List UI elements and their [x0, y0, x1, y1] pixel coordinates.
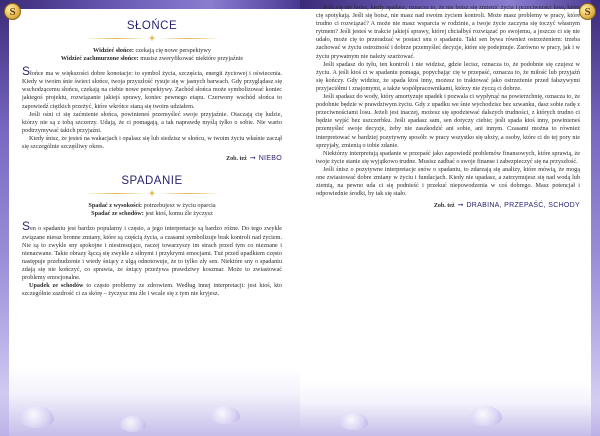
- lead-label: Spadać z wysokości:: [88, 202, 143, 210]
- section-title-slonce: SŁOŃCE: [126, 20, 178, 32]
- page-letter-badge: S: [4, 3, 21, 20]
- paragraph: Upadek ze schodów to często problemy ze zdrowiem. Według innej interpretacji: jest ktoś, kto szczególnie zazdrość ci za skórę – życzysz mu źle i wcale się z tym nie kryjesz.: [22, 282, 282, 298]
- drop-cap: S: [22, 219, 31, 234]
- title-divider: [22, 34, 282, 42]
- title-divider: [22, 189, 282, 197]
- see-also-label: Zob. też: [433, 203, 455, 210]
- lead-text: musisz zweryfikować niektóre przyjaźnie: [140, 54, 244, 62]
- lead-summary: [22, 202, 282, 217]
- flower-decoration: [340, 413, 368, 430]
- see-also-reference: DRABINA, PRZEPAŚĆ, SCHODY: [466, 202, 580, 210]
- section-title-spadanie: SPADANIE: [121, 175, 183, 188]
- right-page: [300, 0, 600, 436]
- see-also: [22, 154, 282, 163]
- paragraph: Jeśli spadasz do wody, który amortyzuje upadek i pozwala ci wypłynąć na powierzchnię, oznacza to, że podobnie będzie w prawdziwym życiu. Gdy z upadku we śnie wychodzisz bez szwanku, dasz sobie radę z przeciwnościami losu. Jeżeli jest inaczej, możesz się spodziewać dalszych trudności, z których trudno ci będzie wyjść bez uszczerbku. Jeśli spadasz sam, sen dotyczy ciebie; jeśli spada ktoś inny, powinieneś przemyśleć swoje decyzje, żeby nie zaszkodzić ani sobie, ani innym. Czasami można to również interpretować w bardziej pozytywny sposób: w pracy wszystko się ułoży, a osoby, które ci do tej pory nie sprzyjały, zmienią o tobie zdanie.: [316, 93, 580, 149]
- drop-cap: S: [22, 64, 31, 79]
- lead-label: Widzieć słońce:: [93, 47, 134, 54]
- lead-text: potrzebujesz w życiu oparcia: [143, 202, 216, 210]
- paragraph: Jeśli spadasz do tyłu, ten kontroli i nie widzisz, gdzie lecisz, oznacza to, że podobnie się czujesz w życiu. A jeśli ktoś ci w spadaniu pomaga, popychając cię w przepaść, oznacza to, że miłość lub przyjaźń się kończy. Gdy widzisz, że spada ktoś inny, możesz to traktować jako ostrzeżenie przed fałszywymi przyjaciółmi i znajomymi, a także współpracownikami, którzy nie życzą ci dobrze.: [316, 60, 580, 92]
- paragraph: Jeśli ośni ci się zaćmienie słońca, powinieneś przemyśleć swoje przyjaźnie. Otaczają cię ludzie, którzy nie są z tobą szczerzy. Udają, że ci pomagają, a tak naprawdę myślą tylko o sobie. Nie warto podtrzymywać takich przyjaźni.: [22, 110, 282, 134]
- see-also: [316, 201, 580, 210]
- flower-decoration: [120, 416, 146, 432]
- flower-decoration: [470, 406, 502, 426]
- star-ornament-icon: [149, 35, 156, 42]
- lead-label: Spadać ze schodów:: [91, 209, 144, 217]
- arrow-right-icon: ➞: [249, 154, 256, 163]
- page-letter-badge: S: [579, 3, 596, 20]
- side-border: [591, 0, 600, 436]
- flower-decoration: [20, 406, 54, 428]
- right-page-content: [316, 4, 580, 210]
- see-also-reference: NIEBO: [258, 155, 282, 163]
- lead-text: czekają cię nowe perspektywy: [135, 47, 211, 54]
- paragraph: Jeśli śnisz o pozytywne interpretacje snów o spadaniu, to zdarzają się analizy, które mówią, że mogą one zwiastować dobre zmiany w życiu i fundacjach. Kiedy nie upadasz, a zatrzymujesz się nad wodą lub ziemią, na pewno uda ci się podnieść i przekuć niepowodzenia w coś dobrego. Masz potencjał i odpowiednie środki, by tak się stało.: [316, 165, 580, 198]
- left-page-content: [22, 6, 282, 298]
- paragraph: Niektórzy interpretują spadanie w przepaść jako zapowiedź problemów finansowych, które sprawią, że twoje życie stanie się wyjątkowo trudne. Musisz zadbać o swoje finanse i zabezpieczyć się na przyszłość.: [316, 149, 580, 165]
- star-ornament-icon: [149, 190, 156, 197]
- lead-summary: [22, 47, 282, 62]
- see-also-label: Zob. też: [226, 156, 247, 163]
- flower-decoration: [210, 406, 240, 424]
- lead-text: jest ktoś, komu źle życzysz: [145, 209, 213, 217]
- arrow-right-icon: ➞: [457, 201, 464, 210]
- lead-label: Widzieć zachmurzone słońce:: [60, 54, 139, 62]
- paragraph: Jeśli się nie boisz, kiedy spadasz, oznacza to, że nie boisz się zmienić życia i przeciwności losu, które cię spotykają. Jeśli się boisz, nie masz nad swoim życiem kontroli. Może masz problemy w pracy, które trudno ci rozwiązać? A może nie masz wsparcia w rodzinie, a twoje życie zaczyna się toczyć własnym rytmem? Jeśli jesteś w trakcie jakiejś sprawy, której chciałbyś rozwiązać po swojemu, a jeszcze ci się nie udało, może cię to przeradzać w postaci snu o spadaniu. Taki sen bywa również ostrzeżeniem: trzeba zachować w życiu ostrożność i dobrze przemyśleć decyzje, które się podejmuje. Zarówno w pracy, jak i w życiu prywatnym nie należy szarżować.: [316, 4, 580, 60]
- paragraph: Sen o spadaniu jest bardzo popularny i często, a jego interpretacje są bardzo różne. Do tego zwykle związane nieraz bronne zmiany, które są częścią życia, a czasami symbolizuje brak kontroli nad życiem. Nie są to zwykle sny spokojne i niestresujące, raczej towarzyszy im strach przed tym co nieznane i nienazwane. Takie obrazy łączą się zwykle z silnymi i przykrymi emocjami. Tuż przed upadkiem często następuje przebudzenie i wtedy śniący z ulgą odnotowuje, że to tylko zły sen. Niektóre sny o spadaniu zdają się nie kończyć, co sprawia, że śniący przeżywa prawdziwy koszmar. Może to zwiastować problemy emocjonalne.: [22, 219, 282, 281]
- paragraph: Kiedy śnisz, że jesteś na wakacjach i opalasz się lub siedzisz w słońcu, w twoim życiu właśnie zaczął się szczególnie szczęśliwy okres.: [22, 134, 282, 151]
- paragraph: Słońce ma w większości dobre konotacje: to symbol życia, szczęścia, energii życiowej i oświecenia. Kiedy w twoim śnie świeci słońce, twoja przyszłość rysuje się w jasnych barwach. Gdy przyglądasz się wschodzącemu słońcu, czekają na ciebie nowe perspektywy. Zachód słońca może symbolizować koniec jakiegoś projektu, rozwiązanie jakiejś sprawy, koniec pewnego etapu. Czerwony wschód słońca to zapowiedź ciężkich przeżyć, które wkrótce staną się twoim udziałem.: [22, 64, 282, 110]
